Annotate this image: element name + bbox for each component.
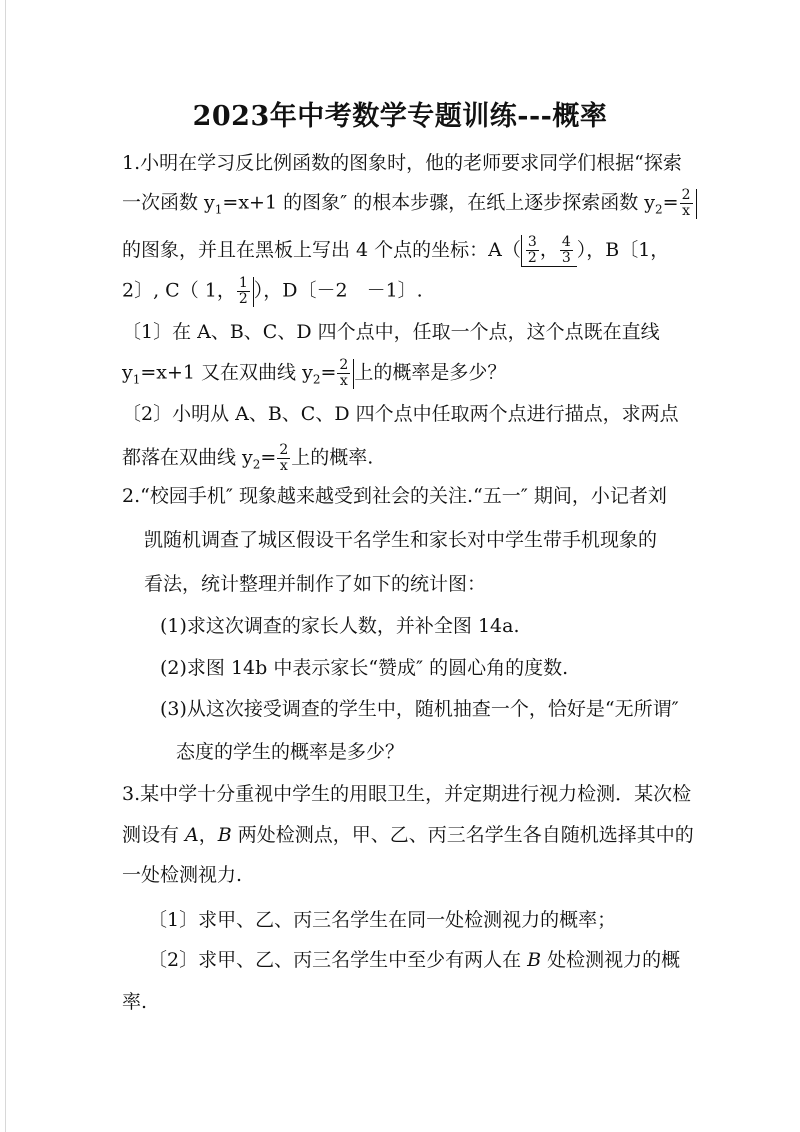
fraction-1-over-2: $\frac{1}{2}$ — [238, 275, 248, 307]
q2-subquestion-1: (1)求这次调查的家长人数，并补全图 14a. — [160, 615, 520, 637]
page-title: 2023年中考数学专题训练---概率 — [192, 101, 608, 132]
page-margin-line — [5, 0, 6, 1132]
q2-subquestion-2: (2)求图 14b 中表示家长“赞成″ 的圆心角的度数. — [160, 657, 569, 679]
q3-part-2-line-2: 率. — [122, 991, 148, 1013]
q3-line-3: 一处检测视力. — [122, 864, 243, 886]
q1-part-1-line-2: $y_1=x+1$ 又在双曲线 $y_2=$ $\frac{2}{x}$ 上的概率是多少？ — [122, 357, 507, 389]
q3-line-2: 测设有 A，B 两处检测点，甲、乙、丙三名学生各自随机选择其中的 — [122, 824, 694, 846]
q1-line-4: 2〕, C（ 1， $\frac{1}{2}$ ），D〔－2 －1〕. — [122, 275, 423, 307]
q2-line-2: 凯随机调查了城区假设干名学生和家长对中学生带手机现象的 — [144, 529, 658, 551]
q2-subquestion-3-line-1: (3)从这次接受调查的学生中，随机抽查一个，恰好是“无所谓″ — [160, 698, 679, 720]
fraction-2-over-x: $\frac{2}{x}$ — [681, 187, 691, 219]
q2-line-3: 看法，统计整理并制作了如下的统计图： — [144, 573, 487, 595]
q3-line-1: 3.某中学十分重视中学生的用眼卫生，并定期进行视力检测．某次检 — [122, 783, 692, 805]
q1-part-1-line-1: 〔1〕在 A、B、C、D 四个点中，任取一个点，这个点既在直线 — [122, 321, 660, 343]
fraction-2-over-x: $\frac{2}{x}$ — [339, 357, 349, 389]
q3-part-1: 〔1〕求甲、乙、丙三名学生在同一处检测视力的概率； — [148, 909, 617, 931]
fraction-3-over-2: $\frac{3}{2}$ — [527, 234, 537, 266]
q2-line-1: 2.“校园手机″ 现象越来越受到社会的关注.“五一″ 期间，小记者刘 — [122, 485, 667, 507]
q1-line-2: 一次函数 $y_1=x+1$ 的图象″ 的根本步骤，在纸上逐步探索函数 $y_2=$ $\frac{2}{x}$ — [122, 188, 697, 221]
fraction-4-over-3: $\frac{4}{3}$ — [561, 234, 571, 266]
q1-line-3: 的图象，并且在黑板上写出 4 个点的坐标：A（ $\frac{3}{2}$ ， $\frac{4}{3}$ ），B〔1， — [122, 234, 670, 266]
q1-part-2-line-1: 〔2〕小明从 A、B、C、D 四个点中任取两个点进行描点，求两点 — [122, 403, 679, 425]
q1-part-2-line-2: 都落在双曲线 $y_2=$ $\frac{2}{x}$ 上的概率. — [122, 442, 374, 474]
q1-line-1: 1.小明在学习反比例函数的图象时，他的老师要求同学们根据“探索 — [122, 152, 682, 174]
fraction-2-over-x: $\frac{2}{x}$ — [279, 442, 289, 474]
q2-subquestion-3-line-2: 态度的学生的概率是多少？ — [176, 741, 405, 763]
q3-part-2-line-1: 〔2〕求甲、乙、丙三名学生中至少有两人在 B 处检测视力的概 — [148, 949, 681, 971]
